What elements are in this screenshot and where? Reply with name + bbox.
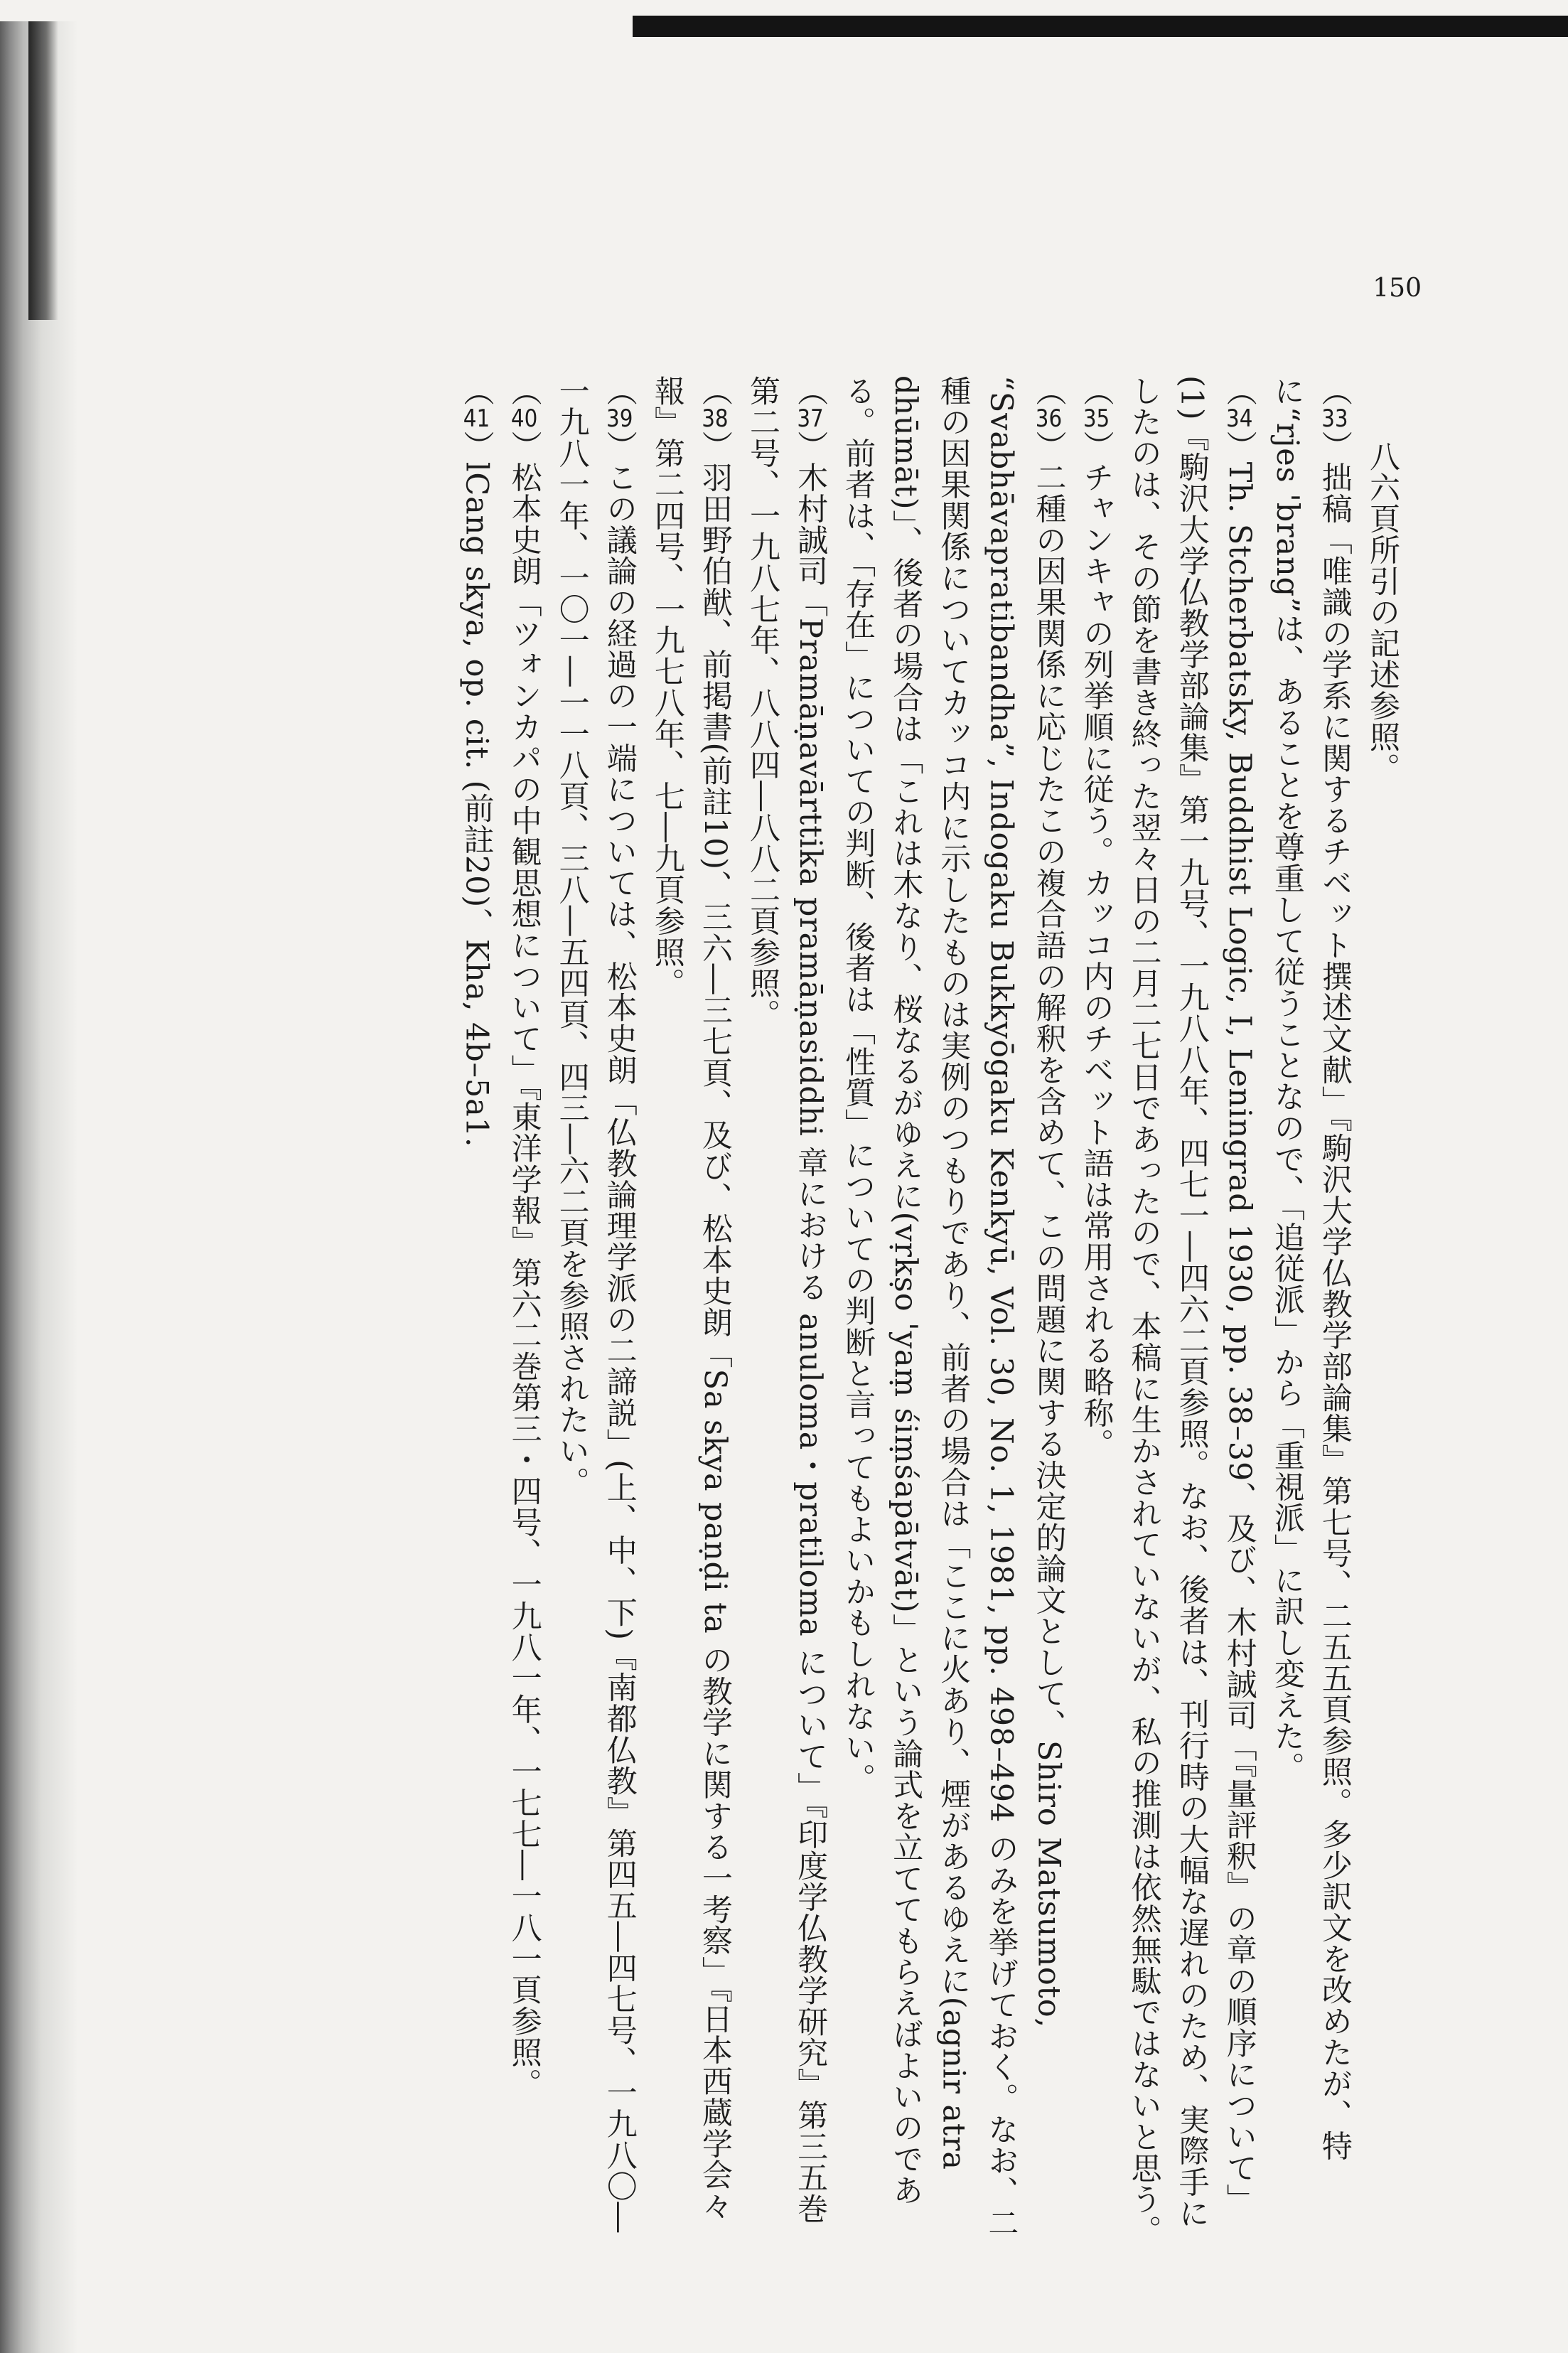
note-number: 40 [510, 406, 538, 431]
note-number: 41 [463, 406, 490, 431]
note-38: （38）羽田野伯猷、前掲書(前註10)、三六―三七頁、及び、松本史朗「Sa skya paṇḍi ta の教学に関する一考察」『日本西蔵学会々報』第二四号、一九七八年、七―九頁参照。 [649, 375, 733, 2222]
note-36: （36）二種の因果関係に応じたこの複合語の解釈を含めて、この問題に関する決定的論文として、Shiro Matsumoto, “Svabhāvapratibandha”, Indogaku Bukkyōgaku Kenkyū, Vol. 30, No. 1, 1981, pp. 498–494 のみを挙げておく。なお、二種の因果関係についてカッコ内に示したものは実例のつもりであり、前者の場合は「ここに火あり、煙があるゆえに(agnir atra dhūmāt)」、後者の場合は「これは木なり、桜なるがゆえに(vṛkṣo 'yaṃ śiṃśapātvāt)」という論式を立ててもらえばよいのである。前者は、「存在」についての判断、後者は「性質」についての判断と言ってもよいかもしれない。 [840, 375, 1067, 2239]
note-number: 35 [1083, 406, 1110, 431]
note-number: 34 [1226, 406, 1253, 431]
note-continuation [1358, 375, 1406, 2252]
note-text: 二種の因果関係に応じたこの複合語の解釈を含めて、この問題に関する決定的論文として、Shiro Matsumoto, “Svabhāvapratibandha”, Indogaku Bukkyōgaku Kenkyū, Vol. 30, No. 1, 1981, pp. 498–494 のみを挙げておく。なお、二種の因果関係についてカッコ内に示したものは実例のつもりであり、前者の場合は「ここに火あり、煙があるゆえに(agnir atra dhūmāt)」、後者の場合は「これは木なり、桜なるがゆえに(vṛkṣo 'yaṃ śiṃśapātvāt)」という論式を立ててもらえばよいのである。前者は、「存在」についての判断、後者は「性質」についての判断と言ってもよいかもしれない。 [840, 375, 1067, 2239]
note-33: （33）拙稿「唯識の学系に関するチベット撰述文献」『駒沢大学仏教学部論集』第七号、二五五頁参照。多少訳文を改めたが、特に“rjes 'brang”は、あることを尊重して従うことなので、「追従派」から「重視派」に訳し変えた。 [1269, 375, 1353, 2162]
note-text: lCang skya, op. cit. (前註20)、Kha, 4b–5a1. [458, 461, 495, 1148]
note-text: 拙稿「唯識の学系に関するチベット撰述文献」『駒沢大学仏教学部論集』第七号、二五五頁参照。多少訳文を改めたが、特に“rjes 'brang”は、あることを尊重して従うことなので、「追従派」から「重視派」に訳し変えた。 [1269, 375, 1353, 2162]
note-39: （39）この議論の経過の一端については、松本史朗「仏教論理学派の二諦説」(上、中、下)『南都仏教』第四五―四七号、一九八〇―一九八一年、一〇一―一一八頁、三八―五四頁、四三―六二頁を参照されたい。 [554, 375, 638, 2234]
scan-binding-edge [28, 21, 58, 320]
note-34: （34）Th. Stcherbatsky, Buddhist Logic, I, Leningrad 1930, pp. 38–39、及び、木村誠司「『量評釈』の章の順序について」(1)『駒沢大学仏教学部論集』第一九号、一九八八年、四七一―四六二頁参照。なお、後者は、刊行時の大幅な遅れのため、実際手にしたのは、その節を書き終った翌々日の二月二七日であったので、本稿に生かされていないが、私の推測は依然無駄ではないと思う。 [1126, 375, 1257, 2246]
note-35: （35）チャンキャの列挙順に従う。カッコ内のチベット語は常用される略称。 [1078, 375, 1115, 1460]
note-number: 36 [1035, 406, 1063, 431]
scan-shadow-left [0, 21, 78, 2353]
scan-shadow-top [633, 16, 1568, 37]
note-text: 松本史朗「ツォンカパの中観思想について」『東洋学報』第六二巻第三・四号、一九八一年、一七七―一八一頁参照。 [506, 461, 542, 2099]
note-40: （40）松本史朗「ツォンカパの中観思想について」『東洋学報』第六二巻第三・四号、一九八一年、一七七―一八一頁参照。 [506, 375, 542, 2099]
endnotes-column [452, 375, 1406, 2252]
note-number: 38 [702, 406, 729, 431]
note-text: 木村誠司「Pramāṇavārttika pramāṇasiddhi 章における anuloma・pratiloma について」『印度学仏教学研究』第三五巻第二号、一九八七年、八八四―八八二頁参照。 [744, 375, 829, 2225]
page-number: 150 [1373, 274, 1422, 303]
note-41: （41）lCang skya, op. cit. (前註20)、Kha, 4b–5a1. [458, 375, 495, 1148]
note-number: 37 [797, 406, 824, 431]
note-text: Th. Stcherbatsky, Buddhist Logic, I, Leningrad 1930, pp. 38–39、及び、木村誠司「『量評釈』の章の順序について」(1)『駒沢大学仏教学部論集』第一九号、一九八八年、四七一―四六二頁参照。なお、後者は、刊行時の大幅な遅れのため、実際手にしたのは、その節を書き終った翌々日の二月二七日であったので、本稿に生かされていないが、私の推測は依然無駄ではないと思う。 [1126, 375, 1257, 2246]
note-text: 羽田野伯猷、前掲書(前註10)、三六―三七頁、及び、松本史朗「Sa skya paṇḍi ta の教学に関する一考察」『日本西蔵学会々報』第二四号、一九七八年、七―九頁参照。 [649, 375, 733, 2222]
note-text: この議論の経過の一端については、松本史朗「仏教論理学派の二諦説」(上、中、下)『南都仏教』第四五―四七号、一九八〇―一九八一年、一〇一―一一八頁、三八―五四頁、四三―六二頁を参照されたい。 [554, 375, 638, 2234]
note-37: （37）木村誠司「Pramāṇavārttika pramāṇasiddhi 章における anuloma・pratiloma について」『印度学仏教学研究』第三五巻第二号、一九八七年、八八四―八八二頁参照。 [744, 375, 829, 2225]
note-number: 39 [606, 406, 633, 431]
note-text: 八六頁所引の記述参照。 [1365, 441, 1400, 784]
note-number: 33 [1321, 406, 1348, 431]
note-text: チャンキャの列挙順に従う。カッコ内のチベット語は常用される略称。 [1078, 461, 1115, 1460]
